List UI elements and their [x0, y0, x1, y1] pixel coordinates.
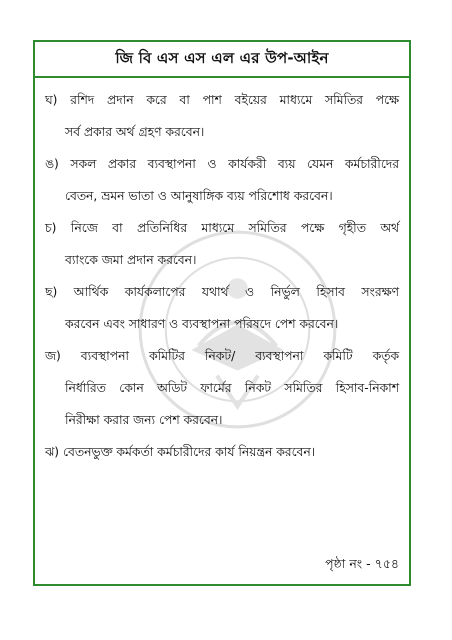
page-title: জি বি এস এস এল এর উপ-আইন: [115, 48, 329, 67]
text-line: নির্ধারিত কোন অডিট ফার্মের নিকট সমিতির হিসাব-নিকাশ: [65, 381, 399, 395]
text-line: সর্ব প্রকার অর্থ গ্রহণ করবেন।: [65, 125, 205, 139]
title-bar: [35, 42, 409, 78]
text-line: ছ) আর্থিক কার্যকলাপের যথার্থ ও নির্ভুল হিসাব সংরক্ষণ: [45, 285, 399, 299]
text-line: ঙ) সকল প্রকার ব্যবস্থাপনা ও কার্যকরী ব্যয় যেমন কর্মচারীদের: [45, 157, 399, 171]
text-line: করবেন এবং সাধারণ ও ব্যবস্থাপনা পরিষদে পেশ করবেন।: [65, 317, 339, 331]
paragraph-chha: [45, 276, 399, 340]
paragraph-ja: [45, 340, 399, 436]
paragraph-umo: [45, 148, 399, 212]
text-line: নিরীক্ষা করার জন্য পেশ করবেন।: [65, 413, 223, 427]
paragraph-jha: [45, 436, 399, 468]
document-frame: [33, 40, 411, 586]
page-number: পৃষ্ঠা নং - ৭৫৪: [325, 556, 399, 571]
text-line: জ) ব্যবস্থাপনা কমিটির নিকট/ ব্যবস্থাপনা কমিটি কর্তৃক: [45, 349, 399, 363]
text-line: ঝ) বেতনভুক্ত কর্মকর্তা কর্মচারীদের কার্য নিয়ন্ত্রন করবেন।: [45, 445, 316, 459]
text-line: বেতন, ভ্রমন ভাতা ও আনুষাঙ্গিক ব্যয় পরিশোধ করবেন।: [65, 189, 333, 203]
text-line: ব্যাংকে জমা প্রদান করবেন।: [65, 253, 197, 267]
paragraph-gha: [45, 84, 399, 148]
text-line: চ) নিজে বা প্রতিনিধির মাধ্যমে সমিতির পক্ষে গৃহীত অর্থ: [45, 221, 399, 235]
text-line: ঘ) রশিদ প্রদান করে বা পাশ বইয়ের মাধ্যমে সমিতির পক্ষে: [45, 93, 399, 107]
by-law-body: [45, 84, 399, 468]
paragraph-cha: [45, 212, 399, 276]
